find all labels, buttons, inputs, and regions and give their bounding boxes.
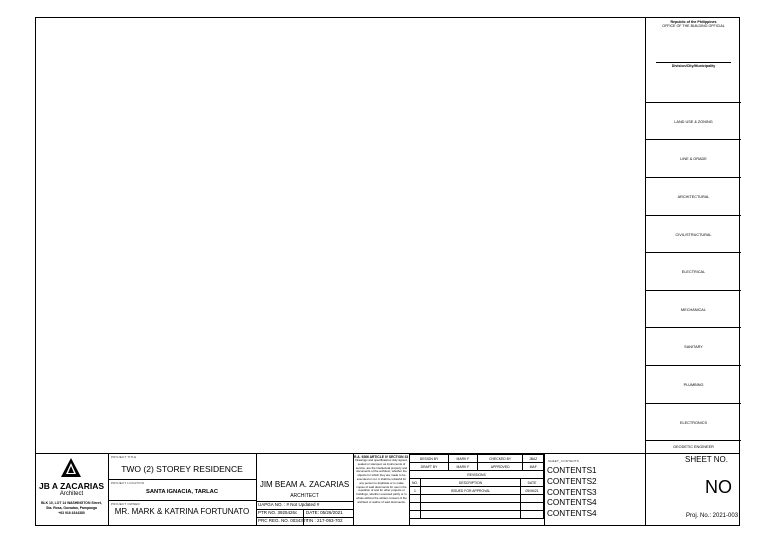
- section-label: CIVIL/STRUCTURAL: [675, 233, 712, 237]
- ptr-date: DATE: 05/26/2021: [306, 510, 343, 515]
- project-owner: MR. MARK & KATRINA FORTUNATO: [114, 507, 250, 516]
- sheet-contents-list: [547, 466, 597, 520]
- municipality-label: Division/City/Municipality: [671, 64, 716, 68]
- section-label: GEODETIC ENGINEER: [673, 445, 714, 449]
- section-architectural: [646, 178, 741, 216]
- rev-date: 05/06/21: [521, 487, 544, 495]
- divider: [353, 454, 354, 526]
- firm-name: JB A ZACARIAS: [38, 481, 104, 491]
- firm-phone: +63 916 4344380: [58, 511, 85, 515]
- project-location: SANTA IGNACIA, TARLAC: [145, 489, 219, 495]
- firm-subtitle: Architect: [59, 491, 84, 497]
- signature-line: [656, 62, 731, 63]
- divider: [108, 500, 256, 501]
- approved-label: APPROVED: [477, 463, 523, 471]
- draft-by-value: MARK F: [449, 463, 478, 471]
- revisions-label: REVISIONS: [410, 471, 544, 479]
- approval-column: [645, 17, 740, 453]
- ra-notice-title: R.A. 9266 ARTICLE IV SECTION 33: [354, 455, 409, 459]
- firm-address-2: Sta. Rosa, Gueadan, Pampanga: [46, 506, 97, 510]
- section-civil: [646, 216, 741, 253]
- signoff-table: [409, 454, 544, 471]
- drawing-frame: [35, 17, 740, 526]
- divider: [108, 479, 256, 480]
- section-sanitary: [646, 328, 741, 366]
- sheet-contents-label: SHEET_CONTENTS: [548, 459, 579, 463]
- divider: [303, 509, 304, 526]
- section-label: LAND USE & ZONING: [674, 120, 713, 124]
- office-label: OFFICE OF THE BUILDING OFFICIAL: [662, 24, 725, 28]
- firm-logo-icon: [60, 457, 82, 479]
- architect-title: ARCHITECT: [290, 493, 319, 499]
- table-row: [410, 487, 544, 495]
- revisions-table: [409, 470, 544, 519]
- section-electrical: [646, 253, 741, 291]
- rev-description: ISSUED FOR APPROVAL: [421, 487, 521, 495]
- tin-no: TIN : 217-093-702: [306, 518, 343, 523]
- firm-address-1: BLK 10, LOT 14 WASHINGTON Street,: [41, 501, 102, 505]
- project-title: TWO (2) STOREY RESIDENCE: [121, 464, 243, 474]
- section-label: PLUMBING: [683, 383, 704, 387]
- approved-value: MAF: [523, 463, 544, 471]
- rev-col-date: DATE: [521, 479, 544, 487]
- section-mechanical: [646, 291, 741, 328]
- rev-col-description: DESCRIPTION: [421, 479, 521, 487]
- section-label: ELECTRICAL: [681, 270, 706, 274]
- divider: [645, 454, 646, 526]
- section-label: MECHANICAL: [681, 308, 706, 312]
- divider: [256, 454, 257, 526]
- uap-no: UAPGA NO. : # Not Updated #: [258, 502, 320, 507]
- ptr-no: PTR NO. 3925426c: [258, 510, 298, 515]
- list-item: CONTENTS4: [547, 498, 597, 508]
- list-item: CONTENTS3: [547, 487, 597, 497]
- project-owner-label: PROJECT OWNER: [111, 502, 140, 506]
- sheet-no-value: NO: [705, 477, 732, 497]
- section-label: ELECTRONICS: [679, 421, 707, 425]
- sheet-no-label: SHEET NO.: [685, 455, 728, 464]
- section-line-grade: [646, 140, 741, 178]
- list-item: CONTENTS4: [547, 509, 597, 519]
- prc-reg-no: PRC REG. NO. 0034307: [258, 518, 308, 523]
- office-header: [646, 17, 741, 103]
- section-plumbing: [646, 366, 741, 404]
- design-by-label: DESIGN BY: [410, 455, 449, 463]
- section-land-use: [646, 103, 741, 140]
- project-location-label: PROJECT LOCATION: [111, 481, 145, 485]
- list-item: CONTENTS1: [547, 466, 597, 475]
- section-label: SANITARY: [684, 345, 703, 349]
- ra-notice-body: Drawings and specifications duly signed, sealed or stamped, as instruments of service, are the intellectual property and documents of the architect, whether the objects for which they are made to be executed or not. It shall be unlawful for any person to duplicate or to make copies of said documents for use in the repetition of and for other projects or buildings, whether executed partly or in whole without the written consent of the architect or author of said documents.: [355, 459, 408, 504]
- firm-block: [35, 454, 108, 527]
- rev-col-no: NO.: [410, 479, 421, 487]
- divider: [544, 454, 545, 526]
- section-electronics: [646, 404, 741, 441]
- draft-by-label: DRAFT BY: [410, 463, 449, 471]
- architect-name: JIM BEAM A. ZACARIAS: [259, 480, 350, 489]
- section-label: LINE & GRADE: [680, 157, 707, 161]
- list-item: CONTENTS2: [547, 476, 597, 486]
- project-title-label: PROJECT TITLE: [111, 455, 137, 459]
- section-label: ARCHITECTURAL: [677, 195, 710, 199]
- section-geodetic: [646, 441, 741, 453]
- project-number: Proj. No.: 2021-003: [686, 513, 739, 519]
- rev-no: 1: [410, 487, 421, 495]
- title-block: [35, 453, 740, 526]
- checked-by-label: CHECKED BY: [477, 455, 523, 463]
- checked-by-value: JBAZ: [523, 455, 544, 463]
- design-by-value: MARK F: [449, 455, 478, 463]
- republic-label: Republic of the Philippines: [670, 20, 717, 24]
